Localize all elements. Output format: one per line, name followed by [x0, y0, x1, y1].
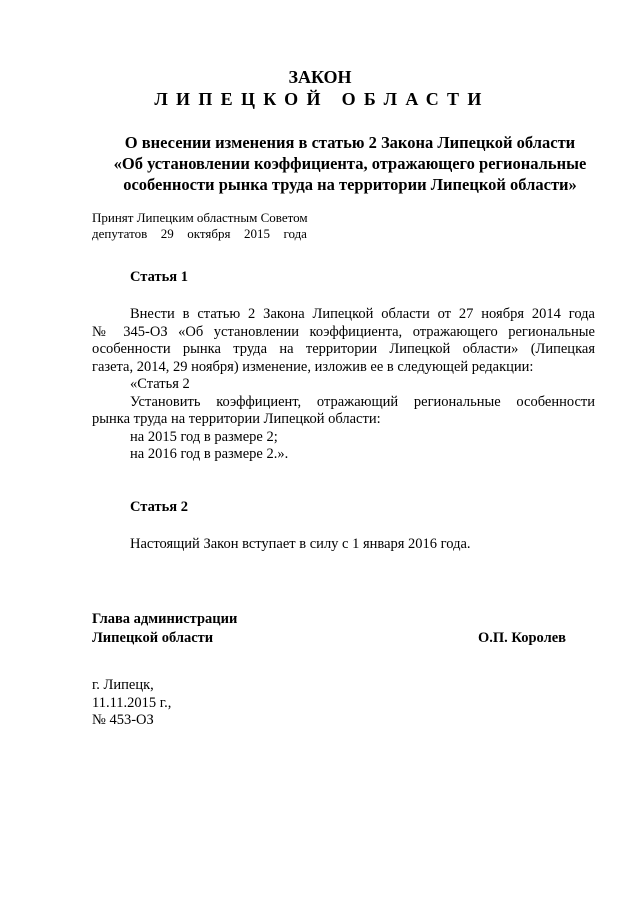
law-subject-line: особенности рынка труда на территории Липецкой области» — [123, 175, 577, 194]
signatory-region: Липецкой области — [92, 630, 214, 646]
adoption-note — [92, 210, 308, 242]
article-1-line: газета, 2014, 29 ноября) изменение, изложив ее в следующей редакции: — [92, 358, 534, 375]
signatory-name: О.П. Королев — [478, 630, 566, 646]
article-2-heading: Статья 2 — [130, 499, 188, 515]
footer-place: г. Липецк, — [92, 677, 154, 693]
article-1-line: особенности рынка труда на территории Липецкой области» (Липецкая — [92, 341, 595, 357]
adoption-note-line — [92, 226, 307, 242]
adoption-word: октября — [187, 226, 231, 241]
article-2-text: Настоящий Закон вступает в силу с 1 января 2016 года. — [130, 536, 471, 552]
adoption-word: 29 — [160, 226, 174, 241]
document-footer — [92, 677, 171, 730]
article-1-line: Внести в статью 2 Закона Липецкой области от 27 ноября 2014 года — [130, 306, 595, 322]
adoption-note-line: Принят Липецким областным Советом — [92, 210, 308, 225]
law-subject — [60, 132, 640, 195]
document-type-title: ЗАКОН — [288, 67, 352, 87]
article-1-body — [92, 306, 595, 464]
signature-row — [92, 629, 566, 648]
article-1-line: рынка труда на территории Липецкой области: — [92, 411, 381, 427]
adoption-word: депутатов — [92, 226, 148, 241]
footer-date: 11.11.2015 г., — [92, 694, 172, 711]
signatory-title: Глава администрации — [92, 611, 238, 627]
article-1-line: на 2015 год в размере 2; — [130, 428, 278, 445]
adoption-word: 2015 — [243, 226, 270, 241]
footer-number: № 453-ОЗ — [92, 712, 154, 728]
region-title: ЛИПЕЦКОЙ ОБЛАСТИ — [154, 89, 490, 109]
article-1-heading: Статья 1 — [130, 269, 188, 285]
signature-block — [92, 610, 566, 648]
law-subject-line: «Об установлении коэффициента, отражающего региональные — [113, 154, 587, 173]
article-1-line: на 2016 год в размере 2.». — [130, 446, 289, 462]
article-1-line: № 345-ОЗ «Об установлении коэффициента, отражающего региональные — [92, 323, 595, 340]
law-subject-line: О внесении изменения в статью 2 Закона Липецкой области — [124, 133, 576, 152]
adoption-word: года — [283, 226, 307, 241]
article-1-line: Установить коэффициент, отражающий региональные особенности — [130, 393, 595, 410]
article-1-line: «Статья 2 — [130, 376, 190, 392]
